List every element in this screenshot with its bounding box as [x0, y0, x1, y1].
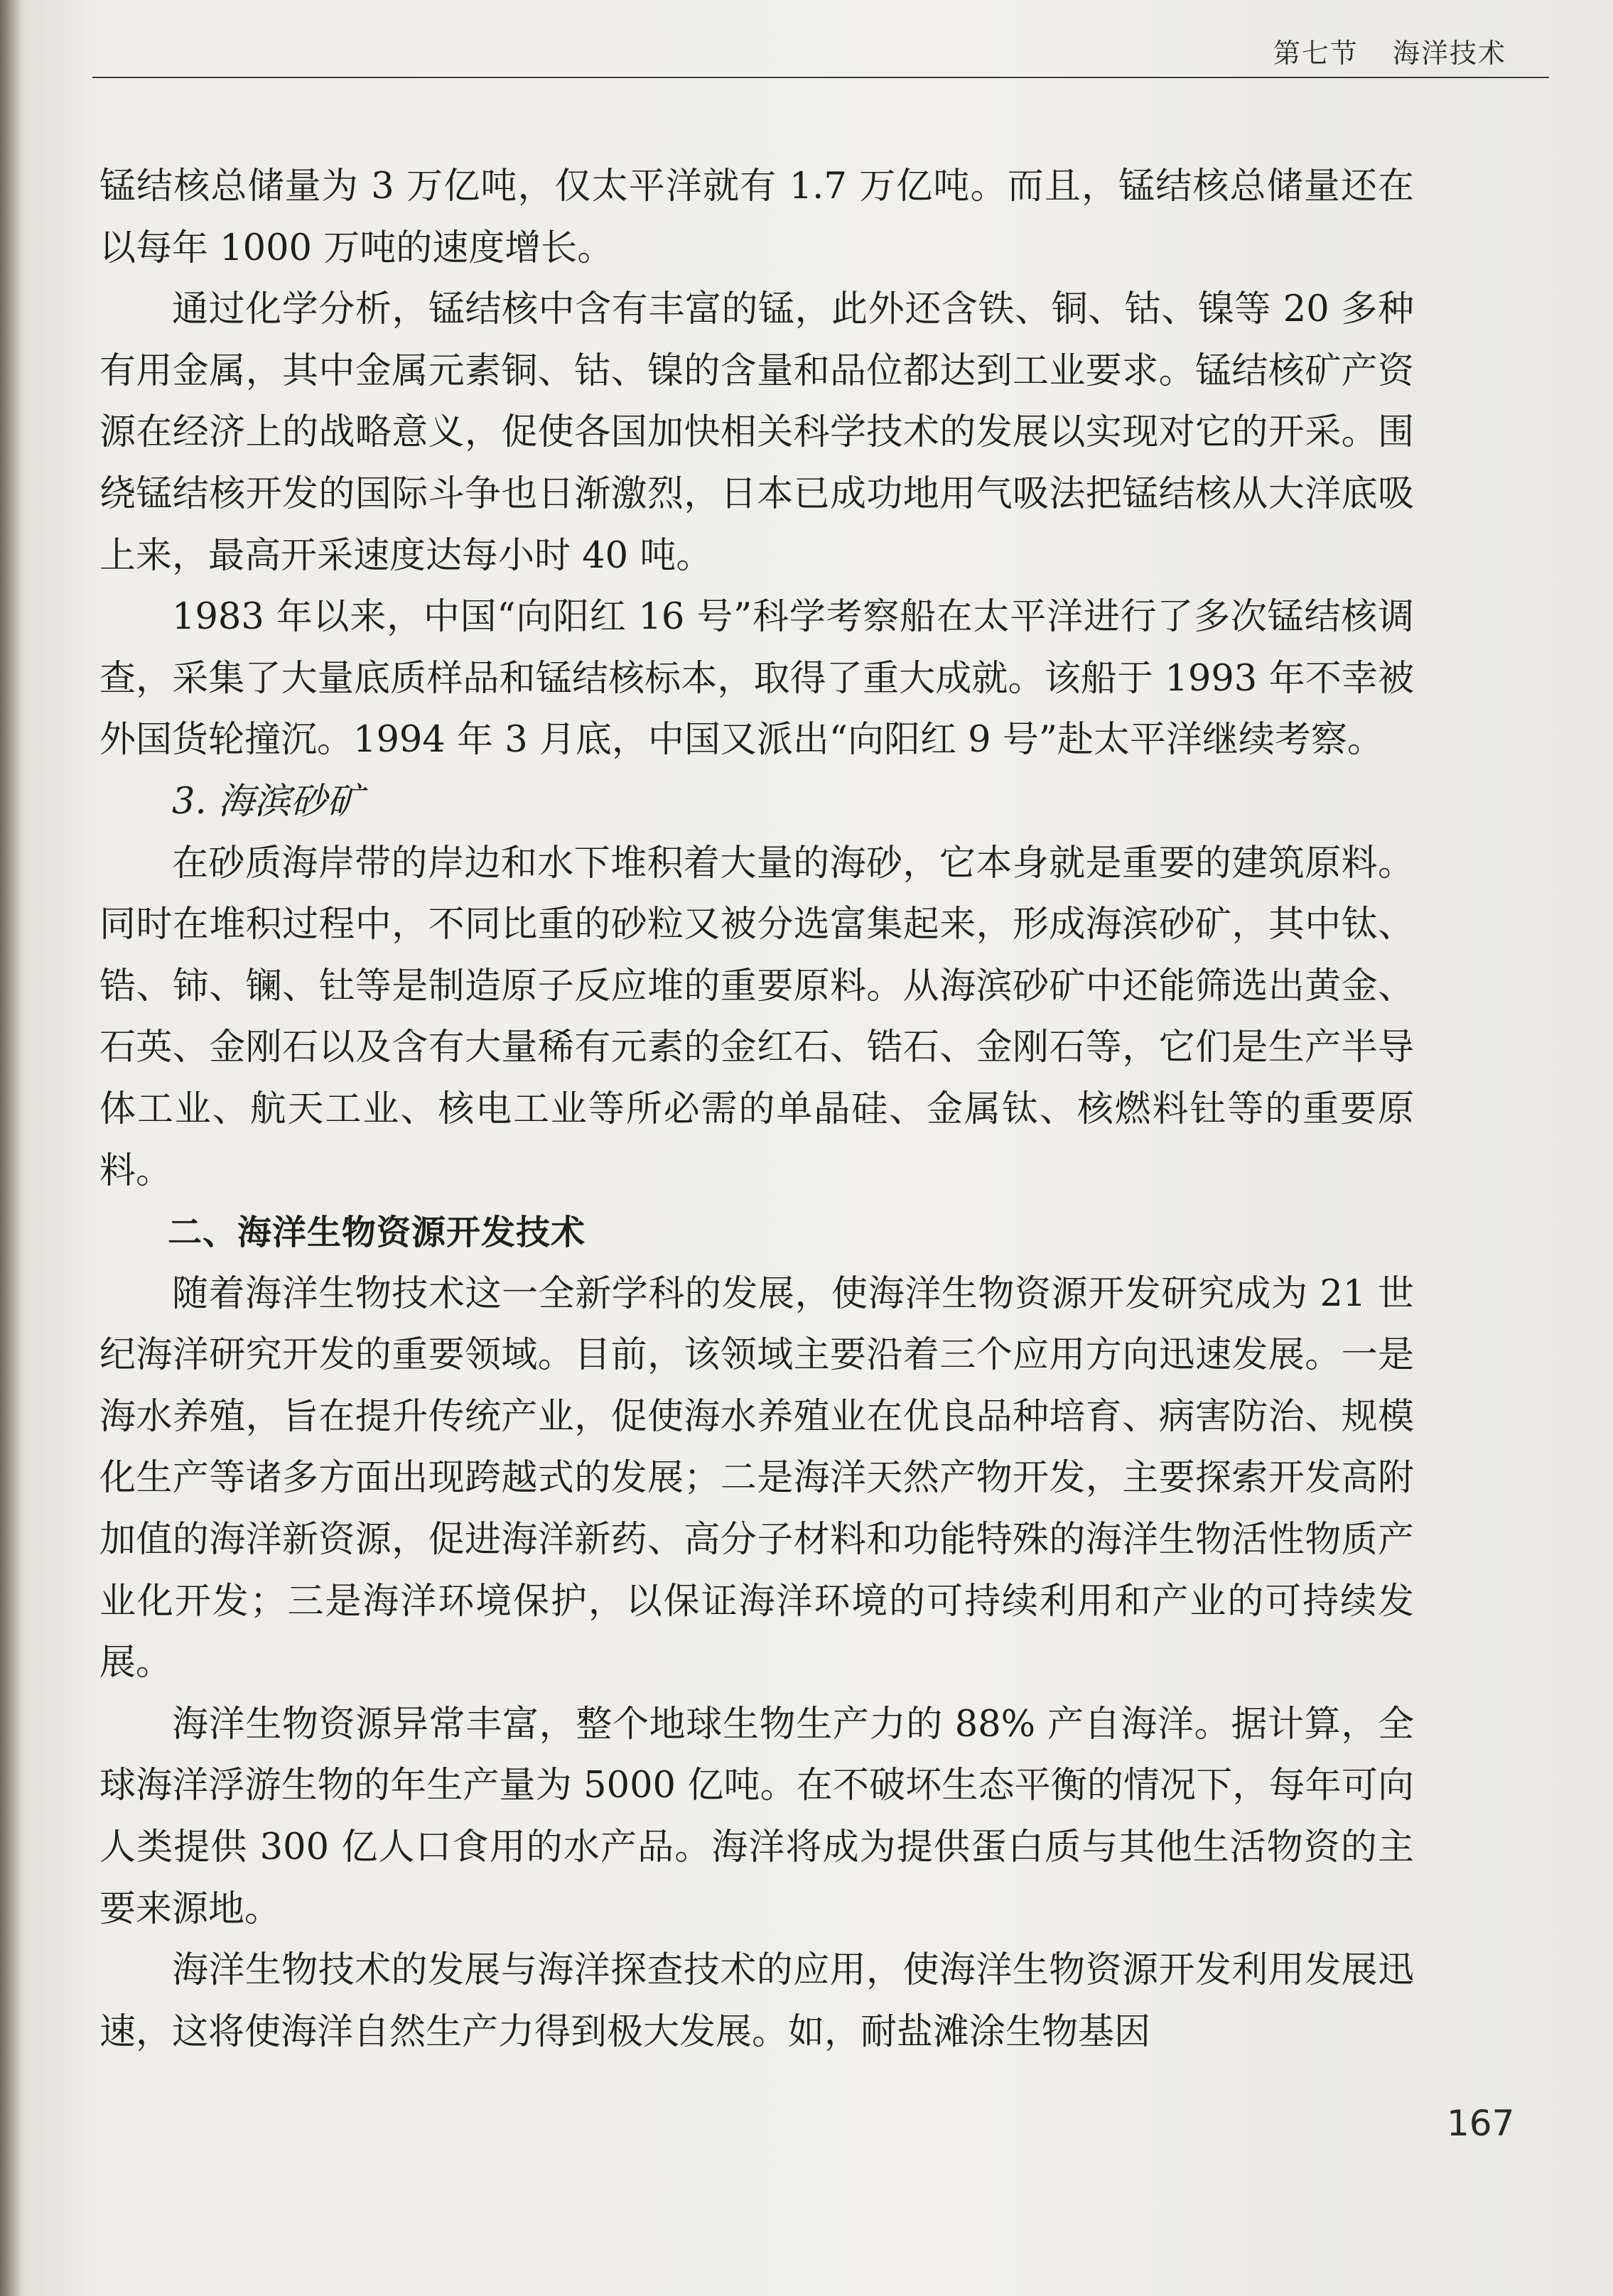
section-paragraph-3: 海洋生物技术的发展与海洋探查技术的应用，使海洋生物资源开发利用发展迅速，这将使海洋自然生产力得到极大发展。如，耐盐滩涂生物基因 [99, 1949, 1414, 2053]
paragraph-2: 通过化学分析，锰结核中含有丰富的锰，此外还含铁、铜、钴、镍等 20 多种有用金属，其中金属元素铜、钴、镍的含量和品位都达到工业要求。锰结核矿产资源在经济上的战略意义，促使各国加快相关科学技术的发展以实现对它的开采。围绕锰结核开发的国际斗争也日渐激烈，日本已成功地用气吸法把锰结核从大洋底吸上来，最高开采速度达每小时 40 吨。 [99, 288, 1414, 577]
subsection-title: 3. 海滨砂矿 [172, 780, 363, 823]
paragraph-3: 1983 年以来，中国“向阳红 16 号”科学考察船在太平洋进行了多次锰结核调查，采集了大量底质样品和锰结核标本，取得了重大成就。该船于 1993 年不幸被外国货轮撞沉。1994 年 3 月底，中国又派出“向阳红 9 号”赴太平洋继续考察。 [99, 596, 1414, 762]
body-text [99, 156, 1414, 2063]
header-rule [92, 77, 1549, 78]
running-head [1273, 31, 1506, 70]
spine-shadow [0, 0, 21, 2296]
subsection-paragraph: 在砂质海岸带的岸边和水下堆积着大量的海砂，它本身就是重要的建筑原料。同时在堆积过程中，不同比重的砂粒又被分选富集起来，形成海滨砂矿，其中钛、锆、铈、镧、钍等是制造原子反应堆的重要原料。从海滨砂矿中还能筛选出黄金、石英、金刚石以及含有大量稀有元素的金红石、锆石、金刚石等，它们是生产半导体工业、航天工业、核电工业等所必需的单晶硅、金属钛、核燃料钍等的重要原料。 [99, 842, 1414, 1192]
page-number: 167 [1447, 2103, 1515, 2144]
section-paragraph-1: 随着海洋生物技术这一全新学科的发展，使海洋生物资源开发研究成为 21 世纪海洋研究开发的重要领域。目前，该领域主要沿着三个应用方向迅速发展。一是海水养殖，旨在提升传统产业，促使海水养殖业在优良品种培育、病害防治、规模化生产等诸多方面出现跨越式的发展；二是海洋天然产物开发，主要探索开发高附加值的海洋新资源，促进海洋新药、高分子材料和功能特殊的海洋生物活性物质产业化开发；三是海洋环境保护，以保证海洋环境的可持续利用和产业的可持续发展。 [99, 1272, 1414, 1684]
running-head-title: 海洋技术 [1392, 38, 1506, 69]
paragraph-1: 锰结核总储量为 3 万亿吨，仅太平洋就有 1.7 万亿吨。而且，锰结核总储量还在以每年 1000 万吨的速度增长。 [99, 166, 1414, 269]
section-heading: 二、海洋生物资源开发技术 [168, 1213, 586, 1253]
section-paragraph-2: 海洋生物资源异常丰富，整个地球生物生产力的 88% 产自海洋。据计算，全球海洋浮游生物的年生产量为 5000 亿吨。在不破坏生态平衡的情况下，每年可向人类提供 300 亿人口食用的水产品。海洋将成为提供蛋白质与其他生活物资的主要来源地。 [99, 1703, 1414, 1930]
running-head-section: 第七节 [1273, 38, 1359, 69]
